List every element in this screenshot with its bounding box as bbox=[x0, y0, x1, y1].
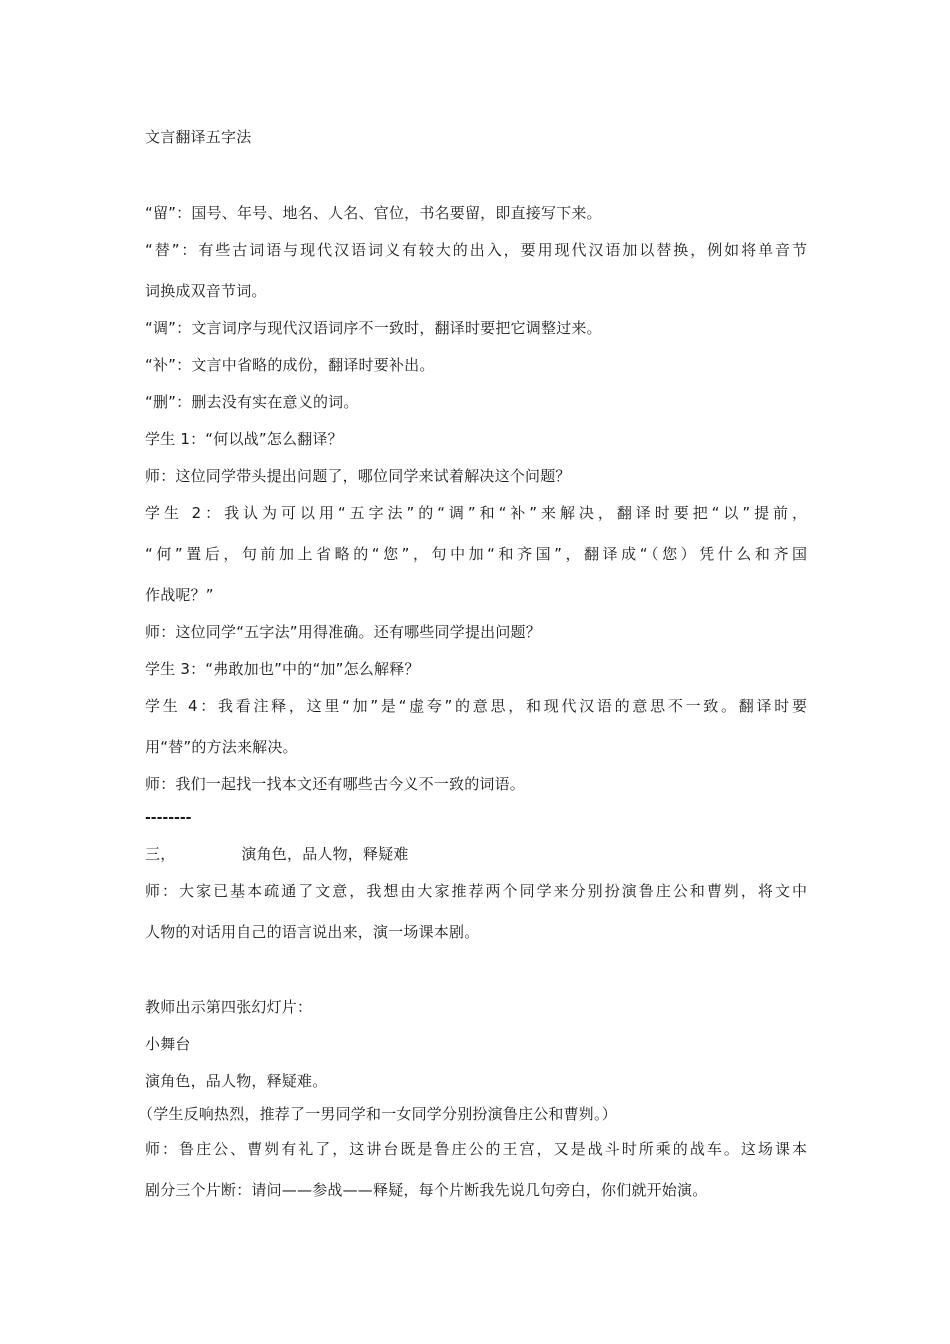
dialogue-line: 学生 3：“弗敢加也”中的“加”怎么解释？ bbox=[145, 660, 420, 678]
dialogue-line: 师：我们一起找一找本文还有哪些古今义不一致的词语。 bbox=[145, 775, 526, 793]
separator: -------- bbox=[145, 810, 192, 826]
rule-liu: “留”：国号、年号、地名、人名、官位，书名要留，即直接写下来。 bbox=[145, 204, 602, 222]
rule-ti-continued: 词换成双音节词。 bbox=[145, 282, 267, 300]
dialogue-line: 师：大家已基本疏通了文意，我想由大家推荐两个同学来分别扮演鲁庄公和曹刿，将文中 bbox=[145, 882, 807, 900]
rule-ti: “替”：有些古词语与现代汉语词义有较大的出入，要用现代汉语加以替换，例如将单音节 bbox=[145, 241, 807, 259]
dialogue-line: “何”置后，句前加上省略的“您”，句中加“和齐国”，翻译成“（您）凭什么和齐国 bbox=[145, 545, 807, 563]
dialogue-line: 师：鲁庄公、曹刿有礼了，这讲台既是鲁庄公的王宫，又是战斗时所乘的战车。这场课本 bbox=[145, 1140, 807, 1158]
section-title: 演角色，品人物，释疑难 bbox=[241, 845, 409, 863]
dialogue-line: 学生 2：我认为可以用“五字法”的“调”和“补”来解决，翻译时要把“以”提前， bbox=[145, 504, 807, 522]
section-heading bbox=[145, 844, 409, 864]
dialogue-line: 作战呢？” bbox=[145, 586, 214, 604]
section-number: 三， bbox=[145, 845, 176, 863]
dialogue-line: 剧分三个片断：请问——参战——释疑，每个片断我先说几句旁白，你们就开始演。 bbox=[145, 1181, 708, 1199]
document-title: 文言翻译五字法 bbox=[145, 128, 252, 146]
dialogue-line: 用“替”的方法来解决。 bbox=[145, 738, 298, 756]
dialogue-line: 师：这位同学“五字法”用得准确。还有哪些同学提出问题？ bbox=[145, 623, 541, 641]
stage-note: （学生反响热烈，推荐了一男同学和一女同学分别扮演鲁庄公和曹刿。） bbox=[138, 1105, 617, 1123]
slide-title: 小舞台 bbox=[145, 1035, 191, 1053]
dialogue-line: 人物的对话用自己的语言说出来，演一场课本剧。 bbox=[145, 923, 480, 941]
dialogue-line: 师：这位同学带头提出问题了，哪位同学来试着解决这个问题？ bbox=[145, 467, 571, 485]
dialogue-line: 教师出示第四张幻灯片： bbox=[145, 998, 313, 1016]
dialogue-line: 学生 1：“何以战”怎么翻译？ bbox=[145, 430, 343, 448]
rule-bu: “补”：文言中省略的成份，翻译时要补出。 bbox=[145, 356, 435, 374]
dialogue-line: 学生 4：我看注释，这里“加”是“虚夸”的意思，和现代汉语的意思不一致。翻译时要 bbox=[145, 697, 807, 715]
rule-shan: “删”：删去没有实在意义的词。 bbox=[145, 393, 359, 411]
slide-subtitle: 演角色，品人物，释疑难。 bbox=[145, 1072, 328, 1090]
rule-tiao: “调”：文言词序与现代汉语词序不一致时，翻译时要把它调整过来。 bbox=[145, 319, 602, 337]
